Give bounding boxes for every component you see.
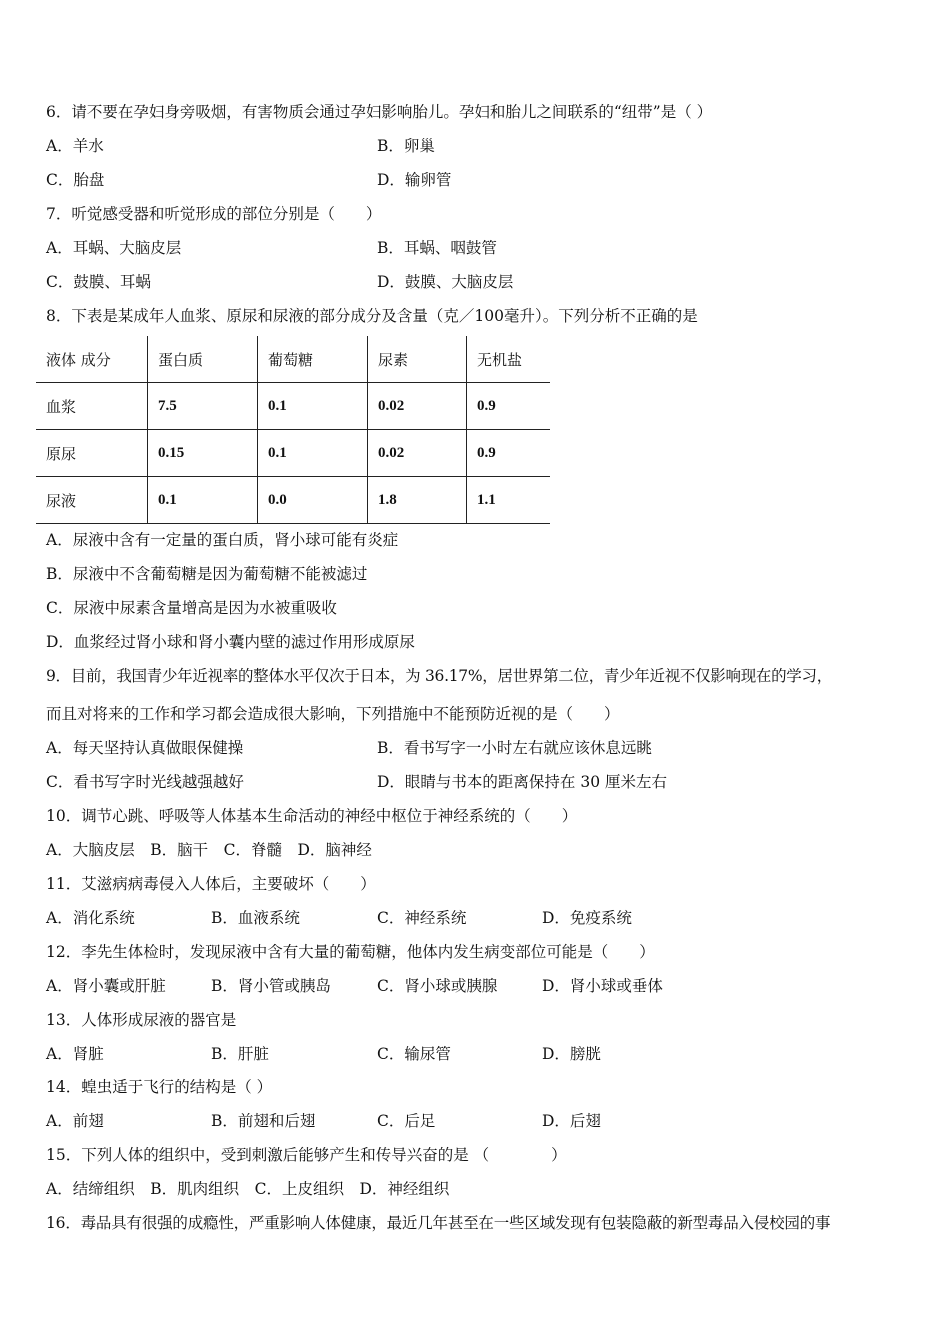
q12-option-b: B．肾小管或胰岛 [211,977,331,995]
table-cell: 0.1 [258,383,368,430]
q15-options: A．结缔组织 B．肌肉组织 C．上皮组织 D．神经组织 [46,1180,450,1198]
q9-stem-line-1: 9．目前，我国青少年近视率的整体水平仅次于日本，为 36.17%，居世界第二位，青少年近视不仅影响现在的学习， [46,667,832,685]
table-header-cell: 尿素 [368,336,467,383]
q15-stem: 15．下列人体的组织中，受到刺激后能够产生和传导兴奋的是 （ ） [46,1146,567,1164]
table-cell: 原尿 [36,430,148,477]
q12-stem: 12．李先生体检时，发现尿液中含有大量的葡萄糖，他体内发生病变部位可能是（ ） [46,943,655,961]
q9-option-a: A．每天坚持认真做眼保健操 [46,739,244,757]
q6-option-b: B．卵巢 [377,137,435,155]
q14-option-a: A．前翅 [46,1112,104,1130]
table-header-cell: 无机盐 [467,336,551,383]
q14-stem: 14．蝗虫适于飞行的结构是（ ） [46,1078,273,1096]
q6-stem: 6．请不要在孕妇身旁吸烟，有害物质会通过孕妇影响胎儿。孕妇和胎儿之间联系的“纽带”是（ ） [46,103,713,121]
table-header-cell: 液体 成分 [36,336,148,383]
q8-option-b: B．尿液中不含葡萄糖是因为葡萄糖不能被滤过 [46,565,368,583]
q6-option-a: A．羊水 [46,137,104,155]
table-header-cell: 葡萄糖 [258,336,368,383]
q8-option-c: C．尿液中尿素含量增高是因为水被重吸收 [46,599,337,617]
table-row [36,430,550,477]
q11-option-d: D．免疫系统 [542,909,632,927]
table-cell: 0.9 [467,383,551,430]
q13-option-b: B．肝脏 [211,1045,269,1063]
q8-option-a: A．尿液中含有一定量的蛋白质，肾小球可能有炎症 [46,531,399,549]
q7-option-b: B．耳蜗、咽鼓管 [377,239,497,257]
q12-option-d: D．肾小球或垂体 [542,977,663,995]
table-cell: 0.1 [258,430,368,477]
q7-option-c: C．鼓膜、耳蜗 [46,273,151,291]
q8-stem: 8．下表是某成年人血浆、原尿和尿液的部分成分及含量（克／100毫升）。下列分析不正确的是 [46,307,698,325]
table-cell: 0.02 [368,383,467,430]
q12-option-c: C．肾小球或胰腺 [377,977,498,995]
q7-option-d: D．鼓膜、大脑皮层 [377,273,514,291]
q16-stem: 16．毒品具有很强的成瘾性，严重影响人体健康，最近几年甚至在一些区域发现有包装隐蔽的新型毒品入侵校园的事 [46,1214,831,1232]
q10-stem: 10．调节心跳、呼吸等人体基本生命活动的神经中枢位于神经系统的（ ） [46,807,578,825]
q14-option-b: B．前翅和后翅 [211,1112,316,1130]
q7-option-a: A．耳蜗、大脑皮层 [46,239,182,257]
table-cell: 1.1 [467,477,551,524]
table-cell: 0.1 [148,477,258,524]
q13-option-a: A．肾脏 [46,1045,104,1063]
q6-option-c: C．胎盘 [46,171,105,189]
q10-options: A．大脑皮层 B．脑干 C．脊髓 D．脑神经 [46,841,372,859]
table-header-row [36,336,550,383]
q11-option-b: B．血液系统 [211,909,300,927]
q9-stem-line-2: 而且对将来的工作和学习都会造成很大影响，下列措施中不能预防近视的是（ ） [46,705,620,723]
q14-option-c: C．后足 [377,1112,436,1130]
table-cell: 0.15 [148,430,258,477]
q12-option-a: A．肾小囊或肝脏 [46,977,166,995]
q9-option-b: B．看书写字一小时左右就应该休息远眺 [377,739,652,757]
q9-option-d: D．眼睛与书本的距离保持在 30 厘米左右 [377,773,668,791]
q9-option-c: C．看书写字时光线越强越好 [46,773,244,791]
q8-option-d: D．血浆经过肾小球和肾小囊内壁的滤过作用形成原尿 [46,633,415,651]
q6-option-d: D．输卵管 [377,171,452,189]
table-cell: 7.5 [148,383,258,430]
table-cell: 血浆 [36,383,148,430]
table-row [36,477,550,524]
table-header-cell: 蛋白质 [148,336,258,383]
table-cell: 1.8 [368,477,467,524]
q13-option-c: C．输尿管 [377,1045,451,1063]
q13-option-d: D．膀胱 [542,1045,601,1063]
table-cell: 0.9 [467,430,551,477]
q7-stem: 7．听觉感受器和听觉形成的部位分别是（ ） [46,205,382,223]
q8-data-table [36,336,550,524]
table-cell: 0.02 [368,430,467,477]
q11-option-a: A．消化系统 [46,909,135,927]
q11-option-c: C．神经系统 [377,909,467,927]
q14-option-d: D．后翅 [542,1112,601,1130]
table-cell: 0.0 [258,477,368,524]
table-cell: 尿液 [36,477,148,524]
q11-stem: 11．艾滋病病毒侵入人体后，主要破坏（ ） [46,875,376,893]
table-row [36,383,550,430]
q13-stem: 13．人体形成尿液的器官是 [46,1011,237,1029]
